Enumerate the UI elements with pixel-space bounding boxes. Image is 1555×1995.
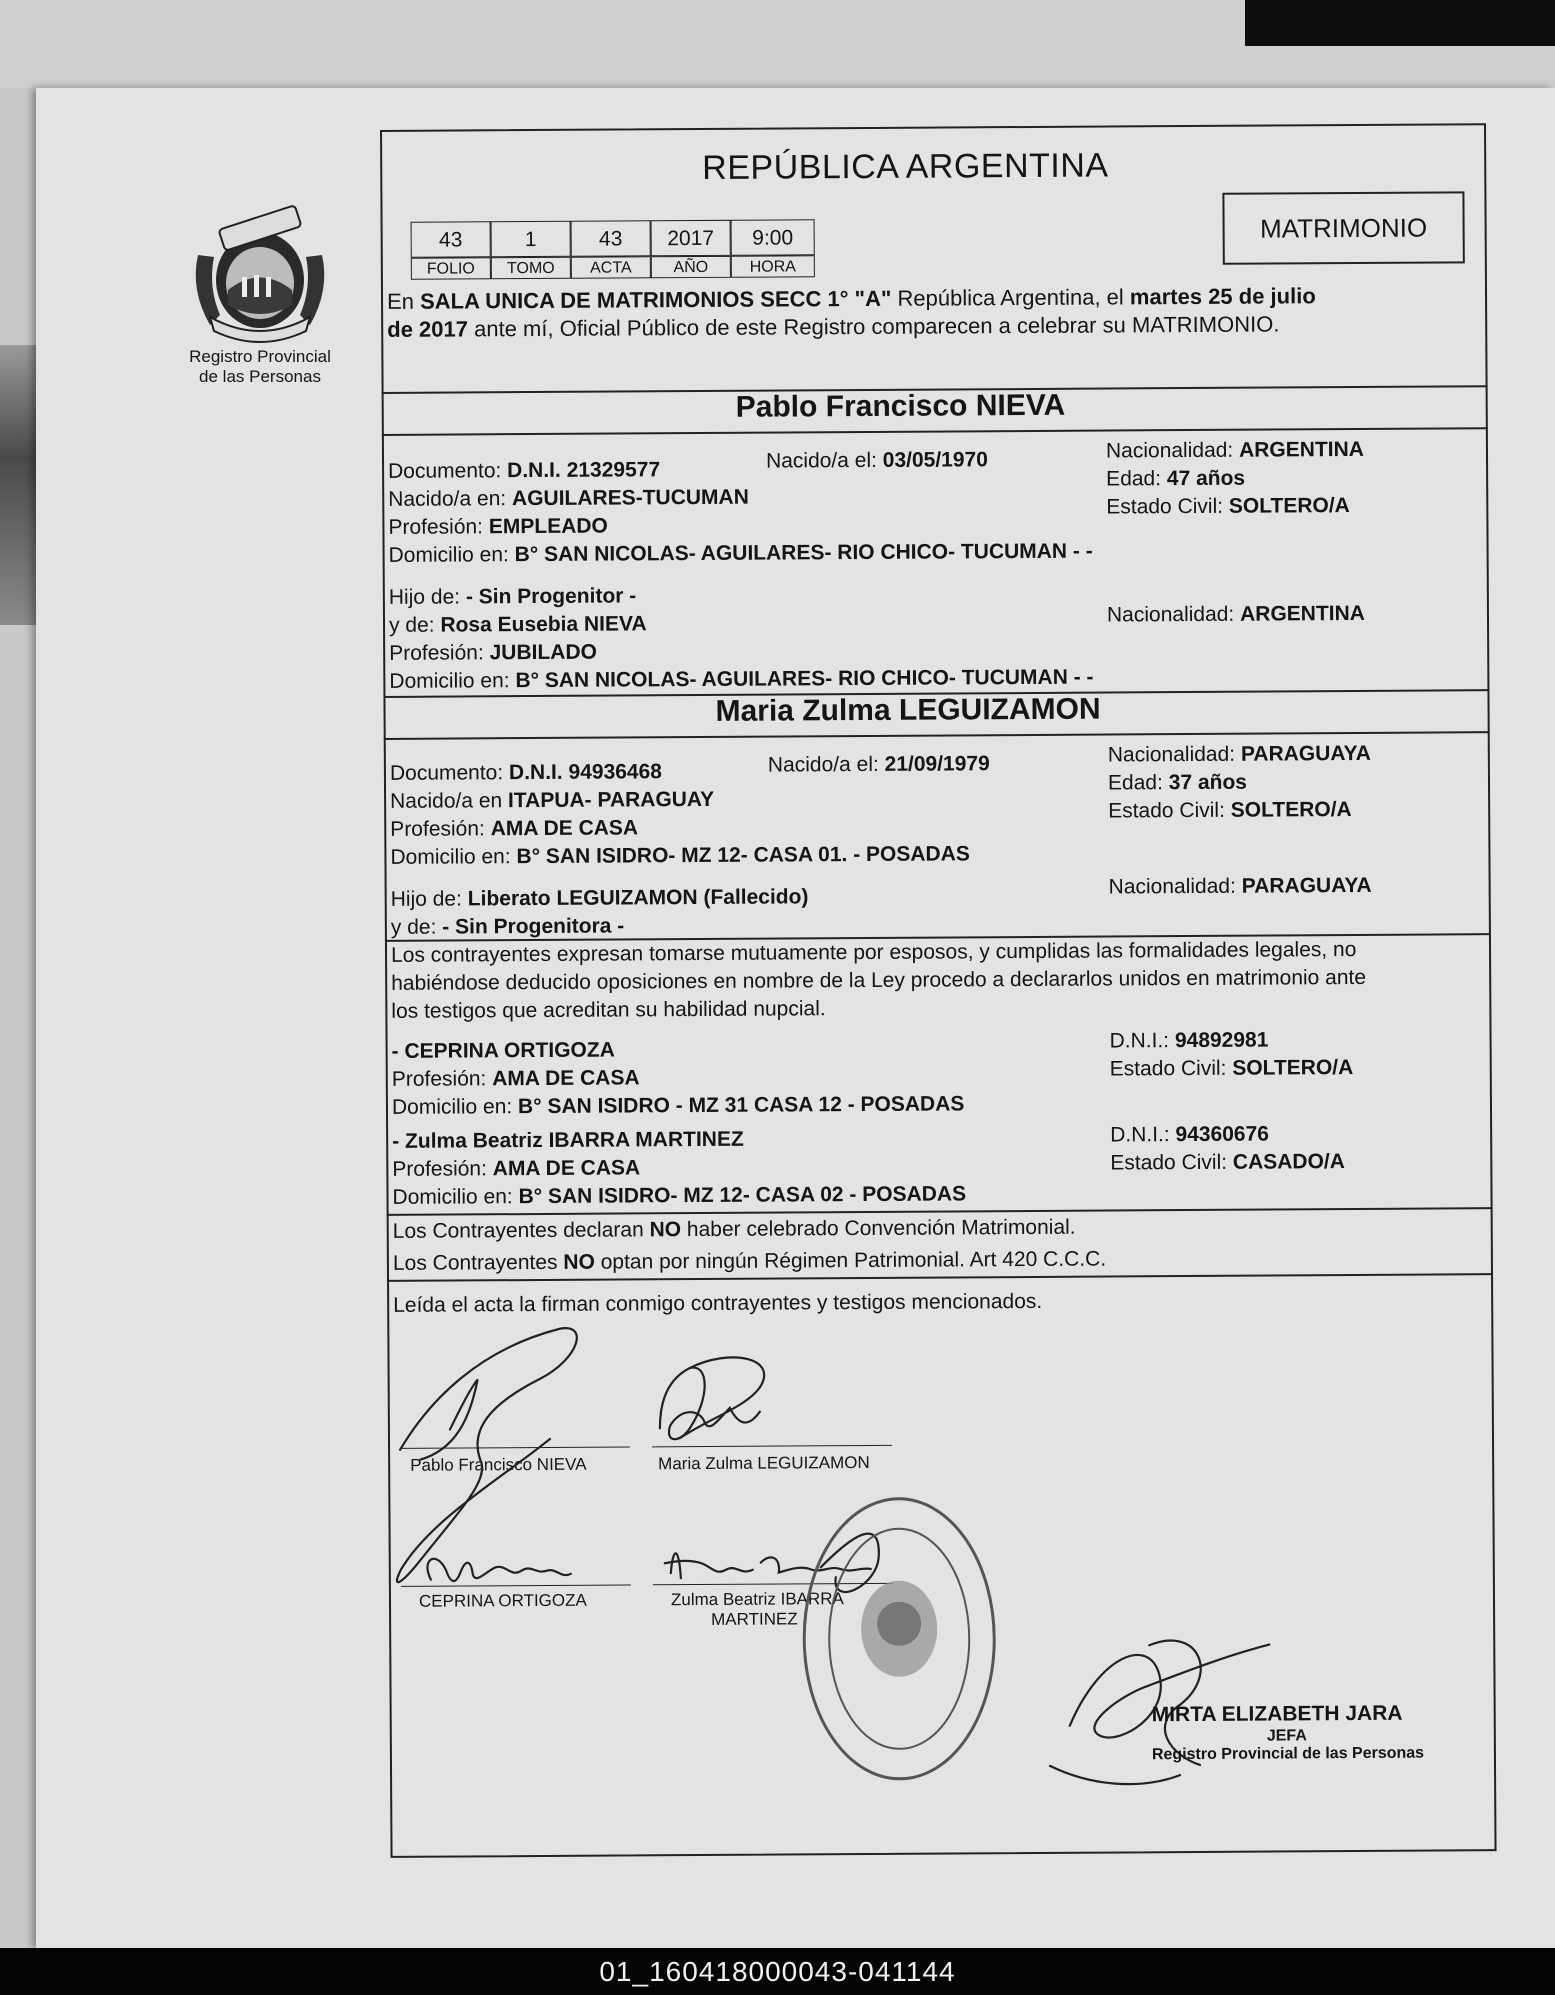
tomo-label: TOMO — [491, 257, 571, 279]
label: Documento: — [388, 459, 508, 483]
closing-text: Leída el acta la firman conmigo contrayentes y testigos mencionados. — [393, 1289, 1043, 1317]
label: D.N.I.: — [1109, 1029, 1175, 1053]
intro-text-2: República Argentina, el — [891, 284, 1130, 311]
text: NO — [563, 1250, 595, 1274]
folio-label: FOLIO — [411, 257, 491, 279]
intro-line-2 — [387, 310, 1279, 343]
value: SOLTERO/A — [1228, 494, 1350, 518]
value: B° SAN NICOLAS- AGUILARES- RIO CHICO- TUCUMAN - - — [514, 539, 1093, 567]
folio-value: 43 — [411, 221, 491, 257]
province-logo — [180, 195, 340, 395]
spouse2-birthdate — [768, 752, 990, 777]
ceremony-date-b: de 2017 — [387, 316, 469, 342]
value: 94360676 — [1175, 1122, 1270, 1147]
value: B° SAN ISIDRO - MZ 31 CASA 12 - POSADAS — [517, 1092, 965, 1119]
ano-value: 2017 — [651, 220, 731, 256]
signature-spouse1-stroke — [420, 1379, 478, 1459]
value: PARAGUAYA — [1240, 741, 1371, 766]
text: Los Contrayentes declaran — [392, 1218, 650, 1243]
value: B° SAN ISIDRO- MZ 12- CASA 02 - POSADAS — [518, 1182, 967, 1209]
spouse1-parent-nationality — [1107, 602, 1365, 628]
signature-label-spouse2: Maria Zulma LEGUIZAMON — [658, 1452, 870, 1474]
label: Estado Civil: — [1110, 1150, 1233, 1175]
label: Profesión: — [388, 515, 489, 539]
label: Domicilio en: — [388, 543, 515, 567]
label: Nacido/a el: — [767, 752, 885, 777]
spouse1-nationality — [1106, 438, 1364, 464]
value: - Sin Progenitora - — [442, 914, 625, 939]
value: AMA DE CASA — [492, 1066, 640, 1091]
value: B° SAN ISIDRO- MZ 12- CASA 01. - POSADAS — [516, 842, 970, 869]
witness2-name: - Zulma Beatriz IBARRA MARTINEZ — [392, 1127, 744, 1153]
spouse2-mother — [391, 914, 625, 939]
text: haber celebrado Convención Matrimonial. — [680, 1215, 1076, 1242]
regime-line-2 — [393, 1248, 1106, 1276]
ceremony-place: SALA UNICA DE MATRIMONIOS SECC 1° "A" — [420, 285, 892, 314]
certificate-type-label: MATRIMONIO — [1259, 212, 1428, 244]
label: Nacido/a en — [390, 789, 509, 813]
spouse2-nationality — [1108, 742, 1371, 768]
label: Documento: — [389, 761, 510, 785]
spouse2-father — [391, 885, 809, 912]
spouse1-profession — [388, 515, 608, 540]
intro-text-1: En — [386, 288, 421, 314]
spouse2-age — [1108, 771, 1247, 796]
signature-label-spouse1: Pablo Francisco NIEVA — [410, 1454, 587, 1475]
logo-caption — [170, 347, 350, 387]
signature-witness1-stroke — [427, 1558, 570, 1581]
signature-spouse2-stroke — [660, 1367, 760, 1439]
text: Los Contrayentes — [392, 1250, 564, 1275]
value: JUBILADO — [489, 640, 597, 665]
value: Rosa Eusebia NIEVA — [440, 612, 647, 637]
label: Estado Civil: — [1106, 494, 1229, 519]
spouse1-birthplace — [388, 486, 749, 512]
label: y de: — [390, 915, 443, 939]
label: Estado Civil: — [1109, 1056, 1233, 1081]
label: Profesión: — [391, 1067, 493, 1091]
value: ITAPUA- PARAGUAY — [507, 787, 715, 813]
hora-value: 9:00 — [731, 219, 815, 256]
certificate-type-box — [1222, 191, 1464, 264]
witness1-profession — [392, 1066, 640, 1092]
ano-label: AÑO — [651, 256, 731, 278]
value: 47 años — [1166, 466, 1246, 491]
label: Domicilio en: — [391, 1095, 519, 1119]
value: PARAGUAYA — [1241, 873, 1372, 898]
label: D.N.I.: — [1110, 1123, 1176, 1147]
logo-caption-line-2: de las Personas — [199, 367, 321, 386]
value: ARGENTINA — [1238, 437, 1364, 462]
spouse1-name: Pablo Francisco NIEVA — [735, 388, 1066, 424]
marriage-certificate — [372, 123, 1505, 1862]
spouse2-documento — [390, 760, 662, 786]
acta-label: ACTA — [571, 256, 651, 278]
spouse1-parent-address — [389, 666, 1093, 694]
value: AMA DE CASA — [490, 816, 639, 841]
spouse1-age — [1106, 467, 1245, 492]
signature-label-witness2b: MARTINEZ — [711, 1609, 798, 1629]
value: B° SAN NICOLAS- AGUILARES- RIO CHICO- TUCUMAN - - — [515, 665, 1094, 693]
ceremony-date-a: martes 25 de julio — [1129, 283, 1316, 310]
value: 03/05/1970 — [882, 448, 988, 472]
value: 21/09/1979 — [884, 752, 990, 776]
acta-value: 43 — [571, 220, 651, 256]
value: 94892981 — [1174, 1028, 1269, 1053]
label: Nacionalidad: — [1106, 602, 1241, 627]
value: ARGENTINA — [1239, 601, 1365, 626]
spouse1-father — [389, 584, 637, 610]
spouse1-address — [389, 540, 1093, 568]
official-stamp-icon — [798, 1488, 1000, 1789]
label: Domicilio en: — [389, 669, 516, 693]
label: Edad: — [1107, 771, 1169, 795]
label: Domicilio en: — [392, 1185, 519, 1209]
spouse1-parent-profession — [389, 641, 597, 666]
spouse1-birthdate — [766, 448, 988, 473]
label: Hijo de: — [390, 887, 468, 911]
label: y de: — [388, 613, 441, 637]
scan-corner — [1245, 0, 1555, 46]
text: NO — [649, 1218, 682, 1242]
value: EMPLEADO — [488, 514, 608, 539]
declaration-line-2: habiéndose deducido oposiciones en nombre de la Ley procedo a declararlos unidos en matrimonio ante — [391, 965, 1367, 995]
official-role: JEFA — [1266, 1727, 1307, 1745]
scan-left-edge — [0, 345, 36, 625]
intro-text-3: ante mí, Oficial Público de este Registro comparecen a celebrar su MATRIMONIO. — [467, 311, 1280, 342]
value: AMA DE CASA — [492, 1156, 641, 1181]
label: Domicilio en: — [390, 845, 517, 869]
official-office: Registro Provincial de las Personas — [1151, 1744, 1425, 1764]
signature-label-witness1: CEPRINA ORTIGOZA — [418, 1590, 587, 1611]
signature-official-stroke — [1050, 1765, 1180, 1785]
logo-caption-line-1: Registro Provincial — [189, 347, 331, 366]
witness1-name: - CEPRINA ORTIGOZA — [391, 1038, 615, 1063]
label: Profesión: — [389, 641, 490, 665]
declaration-line-1: Los contrayentes expresan tomarse mutuamente por esposos, y cumplidas las formalidades legales, no — [390, 938, 1357, 967]
label: Nacionalidad: — [1108, 874, 1242, 899]
signature-label-witness2a: Zulma Beatriz IBARRA — [670, 1589, 844, 1610]
witness2-profession — [392, 1156, 640, 1182]
country-title: REPÚBLICA ARGENTINA — [702, 146, 1109, 187]
declaration-line-3: los testigos que acreditan su habilidad nupcial. — [391, 997, 826, 1023]
witness2-dni — [1110, 1123, 1269, 1148]
witness2-address — [392, 1182, 966, 1210]
label: Hijo de: — [388, 585, 466, 609]
label: Nacido/a en: — [388, 487, 513, 511]
value: - Sin Progenitor - — [465, 584, 637, 609]
document-id-footer: 01_160418000043-041144 — [0, 1948, 1555, 1995]
value: CASADO/A — [1232, 1150, 1345, 1174]
tomo-value: 1 — [491, 221, 571, 257]
regime-line-1 — [393, 1216, 1076, 1244]
spouse1-documento — [388, 458, 660, 484]
witness1-dni — [1110, 1029, 1269, 1054]
spouse2-profession — [390, 816, 638, 842]
value: D.N.I. 94936468 — [508, 760, 662, 785]
witness1-address — [392, 1092, 965, 1119]
spouse2-parent-nationality — [1109, 874, 1372, 900]
label: Nacionalidad: — [1107, 742, 1241, 767]
spouse1-civil-status — [1106, 494, 1350, 519]
hora-label: HORA — [731, 255, 815, 278]
label: Nacido/a el: — [765, 448, 883, 473]
value: SOLTERO/A — [1230, 798, 1352, 822]
official-name: MIRTA ELIZABETH JARA — [1151, 1701, 1403, 1727]
text: optan por ningún Régimen Patrimonial. Art 420 C.C.C. — [594, 1247, 1107, 1274]
registry-table — [411, 219, 815, 281]
value: AGUILARES-TUCUMAN — [511, 485, 749, 511]
label: Estado Civil: — [1108, 798, 1231, 823]
spouse2-civil-status — [1108, 798, 1352, 823]
label: Profesión: — [390, 817, 491, 841]
witness1-civil-status — [1110, 1056, 1354, 1081]
value: 37 años — [1168, 770, 1248, 795]
value: SOLTERO/A — [1232, 1056, 1354, 1080]
value: Liberato LEGUIZAMON (Fallecido) — [467, 885, 809, 911]
spouse2-address — [390, 842, 970, 870]
label: Profesión: — [392, 1157, 493, 1181]
misiones-seal-icon — [180, 195, 340, 345]
witness2-civil-status — [1110, 1150, 1345, 1175]
value: D.N.I. 21329577 — [507, 458, 661, 483]
spouse2-name: Maria Zulma LEGUIZAMON — [715, 692, 1101, 728]
label: Edad: — [1106, 467, 1167, 491]
label: Nacionalidad: — [1105, 438, 1240, 463]
spouse1-mother — [389, 612, 647, 638]
signature-spouse1-stroke — [395, 1328, 578, 1582]
spouse2-birthplace — [390, 788, 714, 814]
